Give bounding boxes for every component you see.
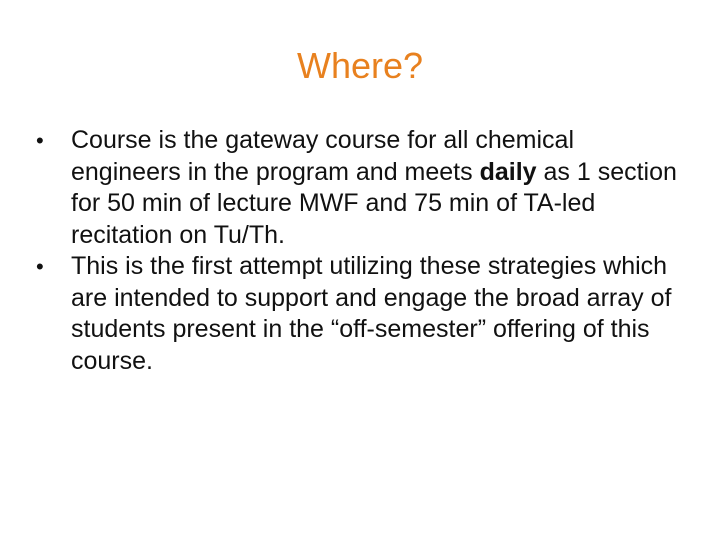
bullet-1-text-start: Course is the gateway course for all chemical engineers in the program and meets bbox=[71, 126, 575, 186]
bullet-item-1 bbox=[36, 125, 686, 251]
bullet-1-text-end: as 1 section for 50 min of lecture MWF and 75 min of TA-led recitation on Tu/Th. bbox=[71, 157, 677, 249]
bullet-1-emphasis: daily bbox=[479, 157, 537, 186]
bullet-icon: • bbox=[36, 254, 44, 279]
bullet-icon: • bbox=[36, 128, 44, 153]
bullet-2-text: This is the first attempt utilizing these strategies which are intended to support and engage the broad array of students present in the “off-semester” offering of this course. bbox=[71, 252, 672, 375]
bullet-list bbox=[36, 125, 686, 377]
slide-title: Where? bbox=[296, 45, 424, 86]
bullet-item-2 bbox=[36, 251, 686, 377]
